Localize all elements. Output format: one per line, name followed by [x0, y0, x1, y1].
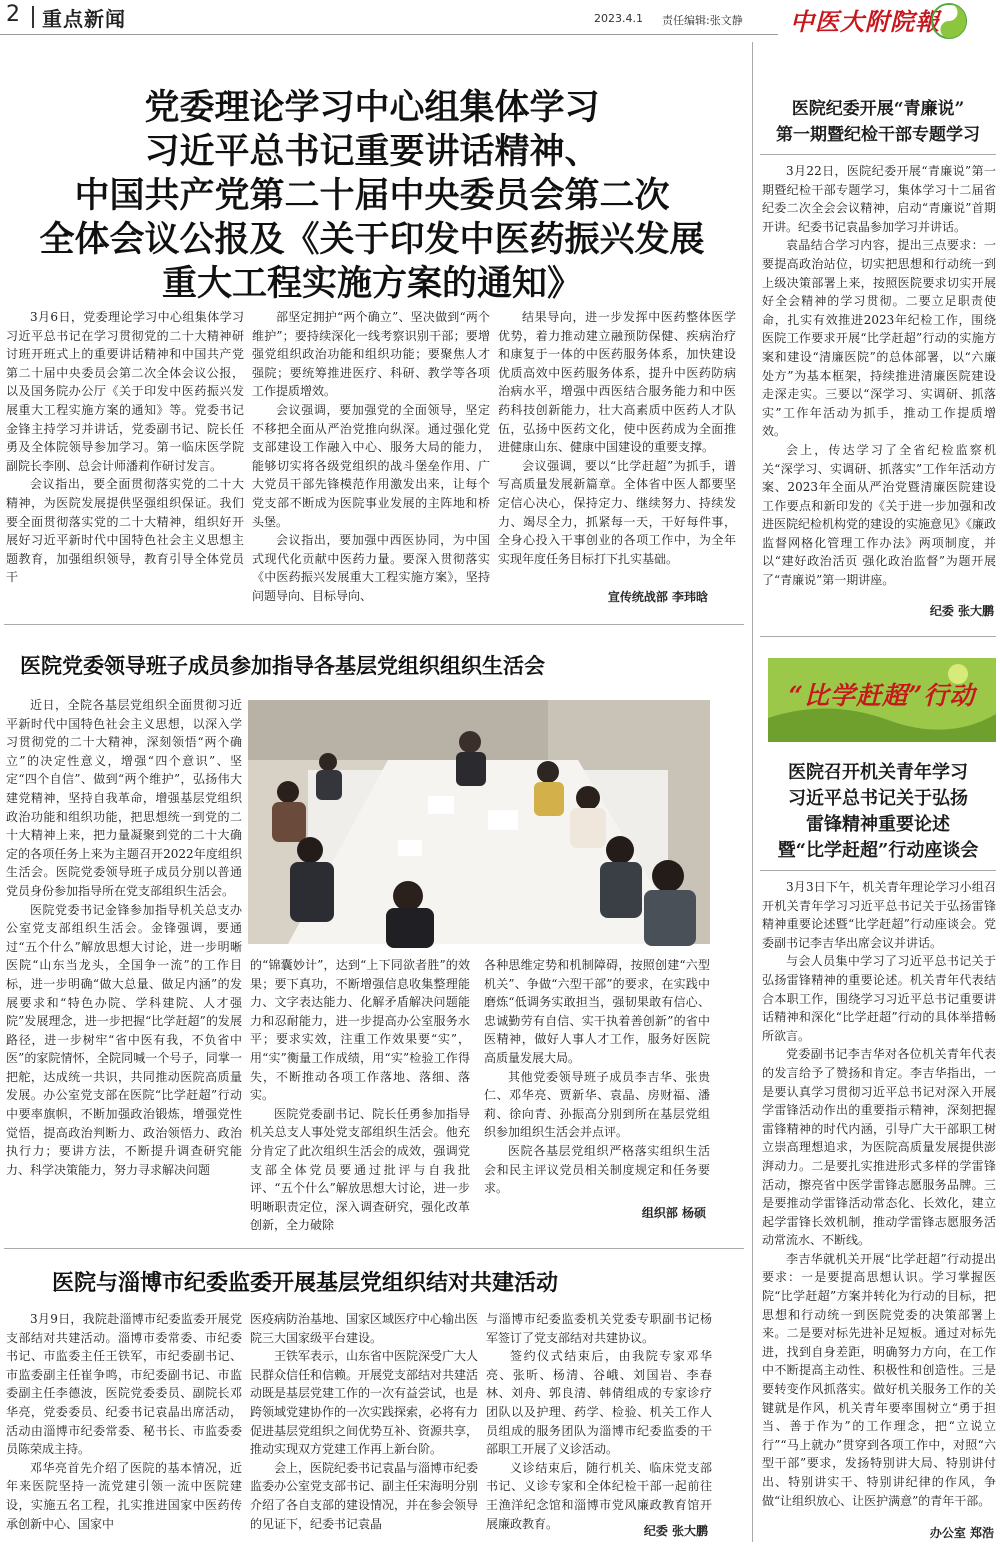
main-article-column-1 [6, 308, 244, 608]
responsible-editor: 责任编辑:张文静 [662, 14, 743, 27]
article-2-column-2 [250, 956, 470, 1242]
headline-line: 第一期暨纪检干部专题学习 [776, 125, 980, 145]
byline: 纪委 张大鹏 [643, 1524, 708, 1538]
byline: 组织部 杨硕 [641, 1206, 706, 1220]
main-headline-line: 习近平总书记重要讲话精神、 [144, 131, 600, 172]
paragraph: 3月3日下午，机关青年理论学习小组召开机关青年学习习近平总书记关于弘扬雷锋精神重要论述暨“比学赶超”行动座谈会。党委副书记李吉华出席会议并讲话。 [762, 880, 996, 950]
paragraph: 与会人员集中学习了习近平总书记关于弘扬雷锋精神的重要论述。机关青年代表结合本职工作，围绕学习习近平总书记重要讲话精神和深化“比学赶超”行动的具体举措畅所欲言。 [762, 954, 996, 1043]
article-3-column-1 [6, 1310, 242, 1540]
paragraph: 袁晶结合学习内容，提出三点要求：一要提高政治站位，切实把思想和行动统一到上级决策部署上来，按照医院要求切实开展好全会精神的学习贯彻。二要立足职责使命，扎实有效推进2023年纪检工作，围绕医院工作要求开展“比学赶超”行动的实施方案和建设“清廉医院”的总体部署，以“六廉处方”为基本框架，持续推进清廉医院建设走深走实。三要以“深学习、实调研、抓落实”工作年活动为抓手，推动工作提质增效。 [762, 238, 996, 439]
paragraph: 近日，全院各基层党组织全面贯彻习近平新时代中国特色社会主义思想，以深入学习贯彻党的二十大精神，深刻领悟“两个确立”的决定性意义，增强“四个意识”、坚定“四个自信”、做到“两个维护”，弘扬伟大建党精神，坚持自我革命，增强基层党组织政治功能和组织功能，把思想统一到党的二十大精神上来，把力量凝聚到党的二十大确定的各项任务上来为主题召开2022年度组织生活会。医院党委领导班子成员分别以普通党员身份参加指导所在党支部组织生活会。 [6, 698, 242, 898]
column-separator [752, 42, 753, 1542]
paragraph: 会议指出，要加强中西医协同，为中国式现代化贡献中医药力量。要深入贯彻落实《中医药振兴发展重大工程实施方案》，坚持问题导向、目标导向、 [252, 533, 490, 603]
main-headline-line: 中国共产党第二十届中央委员会第二次 [74, 175, 670, 216]
article-2-column-3 [484, 956, 710, 1196]
section-divider [4, 624, 744, 625]
main-headline-line: 重大工程实施方案的通知》 [161, 263, 582, 304]
paragraph: 的“锦囊妙计”，达到“上下同欲者胜”的效果；要下真功，不断增强信息收集整理能力、文字表达能力、化解矛盾解决问题能力和忍耐能力，进一步提高办公室服务水平；要求实效，注重工作效果要“实”，用“实”衡量工作成绩，用“实”检验工作得失，不断推动各项工作落地、落细、落实。 [250, 958, 470, 1103]
campaign-banner [768, 658, 996, 742]
paragraph: 王铁军表示，山东省中医院深受广大人民群众信任和信赖。开展党支部结对共建活动既是基层党建工作的一次有益尝试，也是跨领域党建协作的一次实践探索，必将有力促进基层党组织之间优势互补、资源共享，推动实现双方党建工作再上新台阶。 [250, 1349, 479, 1457]
issue-date: 2023.4.1 [594, 12, 643, 25]
paragraph: 会议强调，要以“比学赶超”为抓手，谱写高质量发展新篇章。全体省中医人都要坚定信心决心，保持定力、继续努力、持续发力、竭尽全力，抓紧每一天，干好每件事，全身心投入干事创业的各项工作中，为全年实现年度任务目标打下扎实基础。 [498, 458, 736, 566]
section-divider [760, 154, 996, 155]
paragraph: 会上，医院纪委书记袁晶与淄博市纪委监委办公室党支部书记、副主任宋海明分别介绍了各自支部的建设情况，并在参会领导的见证下，纪委书记袁晶 [250, 1460, 479, 1531]
byline: 办公室 郑浩 [929, 1526, 994, 1540]
section-divider [760, 636, 996, 637]
main-article-column-3 [498, 308, 736, 586]
paragraph: 医院各基层党组织严格落实组织生活会和民主评议党员相关制度规定和任务要求。 [484, 1143, 710, 1196]
header-rule [0, 34, 778, 35]
paragraph: 签约仪式结束后，由我院专家邓华亮、张昕、杨清、谷峨、刘国岩、李春林、刘舟、郭良清、韩倩组成的专家诊疗团队以及护理、药学、检验、机关工作人员组成的服务团队为淄博市纪委监委的干部职工开展了义诊活动。 [486, 1349, 712, 1457]
main-headline-line: 全体会议公报及《关于印发中医药振兴发展 [39, 219, 705, 260]
paragraph: 其他党委领导班子成员李吉华、张贵仁、邓华亮、贾新华、袁晶、房财福、潘莉、徐向青、孙振高分别到所在基层党组织参加组织生活会并点评。 [484, 1069, 710, 1140]
newspaper-logo-icon [930, 2, 968, 40]
paragraph: 会议强调，要加强党的全面领导，坚定不移把全面从严治党推向纵深。通过强化党支部建设工作融入中心、服务大局的能力，能够切实将各级党组织的战斗堡垒作用、广大党员干部先锋模范作用激发出来，让每个党支部不断成为医院事业发展的主阵地和桥头堡。 [252, 402, 490, 529]
paragraph: 医院党委书记金锋参加指导机关总支办公室党支部组织生活会。金锋强调，要通过“五个什么”解放思想大讨论，进一步明晰医院“山东当龙头，全国争一流”的工作目标，进一步明确“做大总量、做足内涵”的发展要求和“特色办院、学科建院、人才强院”发展理念，进一步把握“比学赶超”的发展路径，进一步树牢“省中医有我，不负省中医”的家院情怀，全院同喊一个号子，同掌一把舵，达成统一共识，共同推动医院高质量发展。办公室党支部在医院“比学赶超”行动中要率旗帜，不断加强政治锻炼，增强党性觉悟，提高政治判断力、政治领悟力、政治执行力；要讲方法，不断提升调查研究能力、科学决策能力，努力寻求解决问题 [6, 902, 242, 1177]
main-headline [0, 86, 744, 306]
page-header [0, 0, 1000, 42]
byline: 宣传统战部 李玮晗 [607, 590, 708, 604]
paragraph: 各种思维定势和机制障碍，按照创建“六型机关”、争做“六型干部”的要求，在实践中磨炼“低调务实敢担当，强韧果敢有信心、忠诚勤劳有自信、实干执着善创新”的省中医精神，做好人事人才工作，服务好医院高质量发展大局。 [484, 958, 710, 1065]
headline-line: 暨“比学赶超”行动座谈会 [777, 840, 979, 861]
side-article-2-headline [758, 760, 998, 864]
side-article-2-body [762, 878, 996, 1522]
meeting-photo [248, 700, 710, 944]
paragraph: 会议指出，要全面贯彻落实党的二十大精神，为医院发展提供坚强组织保证。我们要全面贯彻落实党的二十大精神，组织好开展好习近平新时代中国特色社会主义思想主题教育，加强组织领导，教育引导全体党员干 [6, 477, 244, 585]
paragraph: 部坚定拥护“两个确立”、坚决做到“两个维护”；要持续深化一线考察识别干部；要增强党组织政治功能和组织功能；要聚焦人才强院；要统筹推进医疗、科研、教学等各项工作提质增效。 [252, 310, 490, 399]
section-divider [760, 870, 996, 871]
paragraph: 医院党委副书记、院长任勇参加指导机关总支人事处党支部组织生活会。他充分肯定了此次组织生活会的成效，强调党支部全体党员要通过批评与自我批评、“五个什么”解放思想大讨论，进一步明晰职责定位，深入调查研究，强化改革创新，全力破除 [250, 1106, 470, 1233]
byline: 纪委 张大鹏 [929, 604, 994, 618]
headline-line: 习近平总书记关于弘扬 [788, 788, 968, 809]
headline-line: 雷锋精神重要论述 [806, 814, 950, 835]
article-2-headline: 医院党委领导班子成员参加指导各基层党组织组织生活会 [20, 653, 545, 678]
side-article-1-headline [758, 96, 998, 148]
paragraph: 义诊结束后，随行机关、临床党支部书记、义诊专家和全体纪检干部一起前往王渔洋纪念馆和淄博市党风廉政教育馆开展廉政教育。 [486, 1460, 712, 1531]
meeting-photo-image [248, 700, 710, 944]
paragraph: 医疫病防治基地、国家区域医疗中心输出医院三大国家级平台建设。 [250, 1312, 479, 1345]
paragraph: 党委副书记李吉华对各位机关青年代表的发言给予了赞扬和肯定。李吉华指出，一是要认真学习贯彻习近平总书记对深入开展学雷锋活动作出的重要指示精神，深刻把握雷锋精神的时代内涵，引导广大干部职工树立崇高理想追求，为医院高质量发展提供澎湃动力。二是要扎实推进形式多样的学雷锋活动，擦亮省中医学雷锋志愿服务品牌。三是要推动学雷锋活动常态化、长效化，建立起学雷锋长效机制，推动学雷锋志愿服务活动常流水、不断线。 [762, 1047, 996, 1248]
paragraph: 3月9日，我院赴淄博市纪委监委开展党支部结对共建活动。淄博市委常委、市纪委书记、市监委主任王铁军，市纪委副书记、市监委副主任崔争鸣，市纪委副书记、市监委副主任李德波，医院党委委员、副院长邓华亮，党委委员、纪委书记袁晶出席活动，活动由淄博市纪委常委、秘书长、市监委委员陈荣成主持。 [6, 1312, 242, 1457]
section-title: 重点新闻 [42, 7, 126, 31]
article-2-column-1 [6, 696, 242, 1244]
side-article-1-body [762, 162, 996, 600]
headline-line: 医院召开机关青年学习 [788, 762, 968, 783]
article-3-headline: 医院与淄博市纪委监委开展基层党组织结对共建活动 [52, 1270, 559, 1296]
paragraph: 会上，传达学习了全省纪检监察机关“深学习、实调研、抓落实”工作年活动方案、2023年全面从严治党暨清廉医院建设工作要点和新印发的《关于进一步加强和改进医院纪检机构党的建设的实施意见》《廉政监督网格化管理工作办法》两项制度，并以“建好政治活页 强化政治监督”为题开展了“青廉说”第一期讲座。 [762, 442, 997, 588]
section-divider [4, 1248, 744, 1249]
paragraph: 结果导向，进一步发挥中医药整体医学优势，着力推动建立融预防保健、疾病治疗和康复于一体的中医药服务体系，加快建设优质高效中医药服务体系，提升中医药防病治病水平，增强中西医结合服务能力和中医药科技创新能力，壮大高素质中医药人才队伍，弘扬中医药文化，使中医药成为全面推进健康山东、健康中国建设的重要支撑。 [498, 310, 736, 455]
paragraph: 3月6日，党委理论学习中心组集体学习习近平总书记在学习贯彻党的二十大精神研讨班开班式上的重要讲话精神和中国共产党第二十届中央委员会第二次全体会议公报，以及国务院办公厅《关于印发中医药振兴发展重大工程实施方案的通知》等。党委书记金锋主持学习并讲话，党委副书记、院长任勇及全体院领导参加学习。第一临床医学院副院长李刚、总会计师潘莉作研讨发言。 [6, 310, 244, 473]
main-article-column-2 [252, 308, 490, 608]
paragraph: 3月22日，医院纪委开展“青廉说”第一期暨纪检干部专题学习，集体学习十二届省纪委二次全会会议精神，启动“青廉说”首期开讲。纪委书记袁晶参加学习并讲话。 [762, 164, 996, 234]
article-3-column-2 [250, 1310, 478, 1540]
banner-title: “比学赶超”行动 [788, 681, 976, 710]
paragraph: 李吉华就机关开展“比学赶超”行动提出要求：一是要提高思想认识。学习掌握医院“比学赶超”方案并转化为行动的目标，把思想和行动统一到医院党委的决策部署上来。二是要对标先进补足短板。通过对标先进，找到自身差距，明确努力方向，在工作中不断提高主动性、积极性和创造性。三是要转变作风抓落实。做好机关服务工作的关键就是作风，机关青年要率围树立“勇于担当、善于作为”的工作理念，把“立说立行”“马上就办”贯穿到各项工作中，对照“六型干部”要求，发扬特别讲大局、特别讲付出、特别讲实干、特别讲纪律的作风，争做“让组织放心、让医护满意”的青年干部。 [762, 1251, 996, 1508]
main-headline-line: 党委理论学习中心组集体学习 [144, 87, 600, 128]
headline-line: 医院纪委开展“青廉说” [791, 99, 965, 119]
page-number-divider [32, 6, 34, 28]
newspaper-masthead: 中医大附院報 [790, 7, 940, 36]
paragraph: 邓华亮首先介绍了医院的基本情况，近年来医院坚持一流党建引领一流中医院建设，实施五名工程，扎实推进国家中医药传承创新中心、国家中 [6, 1460, 242, 1531]
page-number: 2 [6, 2, 20, 27]
paragraph: 与淄博市纪委监委机关党委专职副书记杨军签订了党支部结对共建协议。 [486, 1312, 712, 1345]
